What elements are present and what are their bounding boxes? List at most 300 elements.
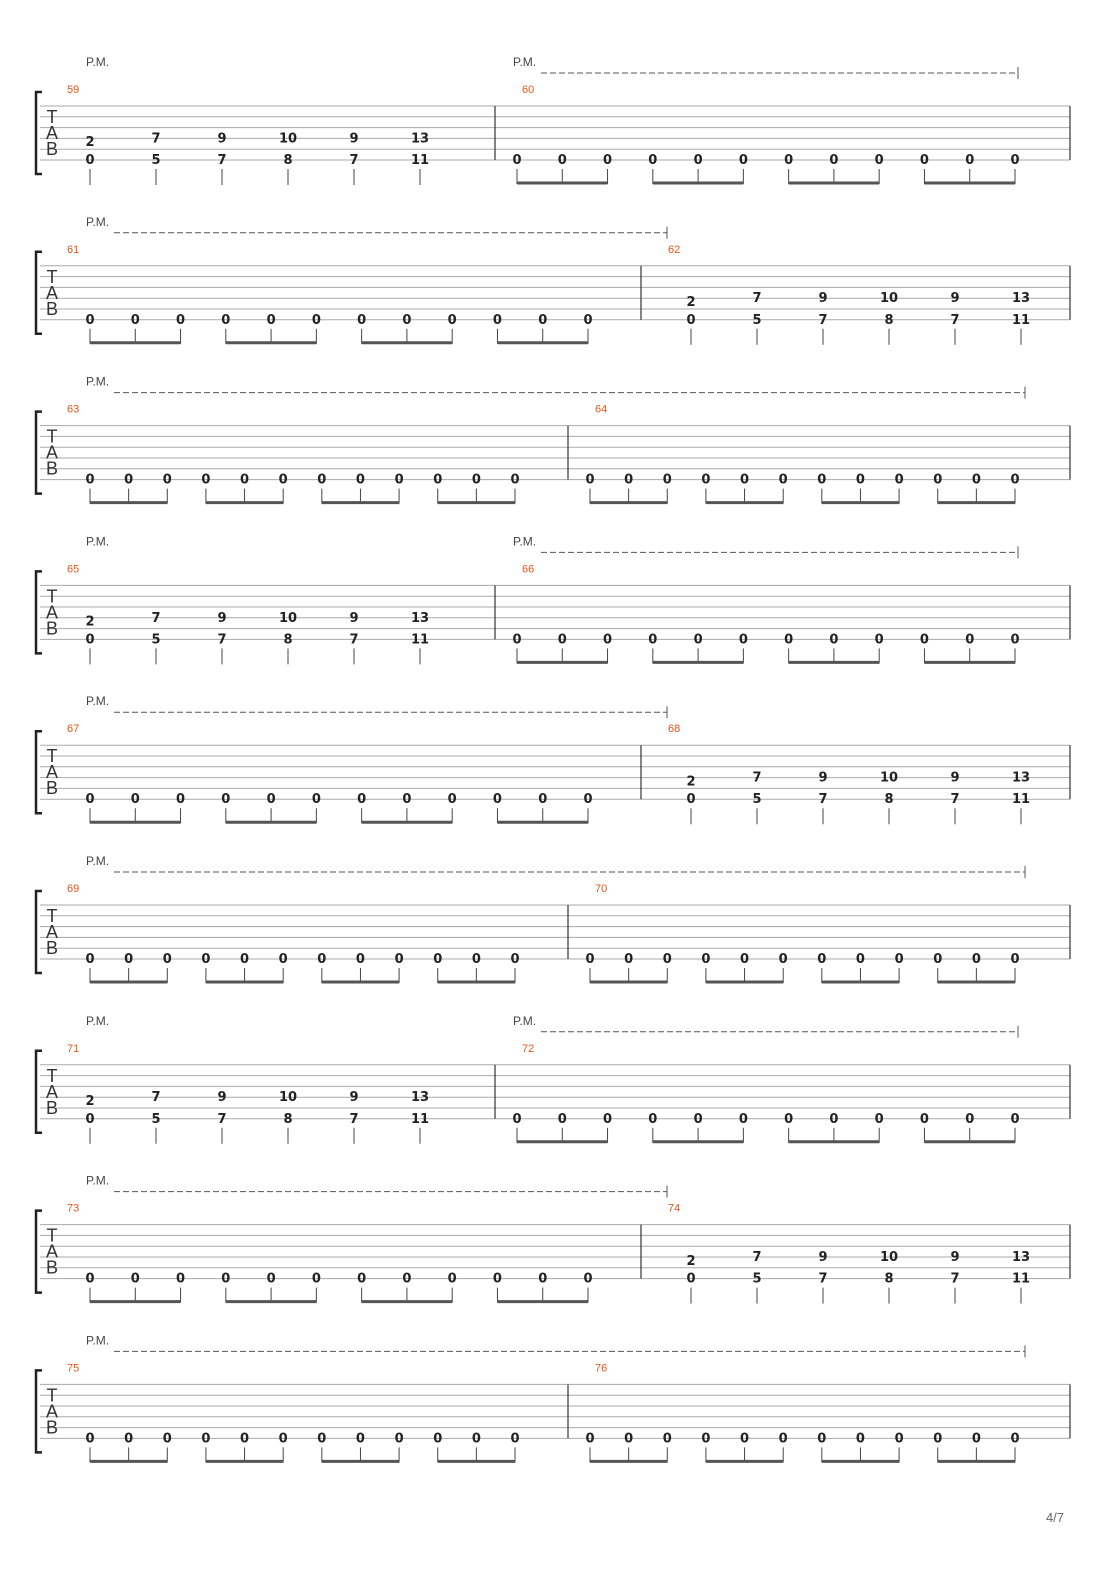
fret-number: 7 <box>950 792 960 808</box>
fret-number: 8 <box>283 632 293 648</box>
fret-number: 2 <box>85 135 95 151</box>
palm-mute-label: P.M. <box>86 694 110 709</box>
fret-number: 0 <box>433 1431 443 1447</box>
fret-number: 0 <box>240 952 250 967</box>
fret-number: 7 <box>752 1250 762 1265</box>
fret-number: 0 <box>471 952 481 967</box>
fret-number: 0 <box>221 1271 231 1287</box>
fret-number: 0 <box>1010 1111 1020 1127</box>
fret-number: 0 <box>317 952 327 967</box>
fret-number: 7 <box>217 1111 227 1127</box>
bar-number: 75 <box>67 1362 80 1375</box>
fret-number: 0 <box>538 312 548 328</box>
fret-number: 0 <box>130 312 140 328</box>
fret-number: 0 <box>933 472 943 488</box>
tab-system <box>36 1014 1070 1144</box>
fret-number: 8 <box>283 1111 293 1127</box>
fret-number: 13 <box>410 131 430 147</box>
tab-clef-letter: T <box>46 1065 58 1086</box>
fret-number: 7 <box>151 610 161 626</box>
fret-number: 0 <box>648 153 658 168</box>
measure <box>67 723 593 823</box>
fret-number: 13 <box>410 610 430 626</box>
fret-number: 8 <box>884 1271 894 1287</box>
tab-clef-letter: B <box>45 298 59 319</box>
fret-number: 0 <box>85 153 95 168</box>
fret-number: 0 <box>311 1271 321 1287</box>
tab-clef-letter: A <box>45 442 59 463</box>
fret-number: 7 <box>950 312 960 328</box>
fret-number: 0 <box>124 472 134 488</box>
fret-number: 0 <box>603 1111 613 1127</box>
fret-number: 9 <box>950 770 960 786</box>
fret-number: 0 <box>447 792 457 808</box>
fret-number: 0 <box>557 632 567 648</box>
fret-number: 10 <box>278 610 298 626</box>
system-bracket <box>36 92 42 174</box>
tab-clef-letter: T <box>46 266 58 287</box>
fret-number: 0 <box>817 472 827 488</box>
fret-number: 10 <box>879 291 899 307</box>
fret-number: 0 <box>624 952 634 967</box>
fret-number: 0 <box>357 312 367 328</box>
fret-number: 0 <box>471 1431 481 1447</box>
fret-number: 0 <box>85 1431 95 1447</box>
fret-number: 0 <box>512 153 522 168</box>
fret-number: 0 <box>557 153 567 168</box>
tab-clef-letter: B <box>45 778 59 799</box>
fret-number: 0 <box>162 952 172 967</box>
fret-number: 0 <box>201 472 211 488</box>
fret-number: 8 <box>884 312 894 328</box>
fret-number: 0 <box>85 792 95 808</box>
fret-number: 0 <box>240 472 250 488</box>
bar-number: 66 <box>522 563 535 576</box>
fret-number: 0 <box>933 1431 943 1447</box>
fret-number: 0 <box>492 312 502 328</box>
fret-number: 11 <box>410 632 430 648</box>
fret-number: 13 <box>410 1090 430 1106</box>
tab-clef-letter: A <box>45 282 59 303</box>
fret-number: 0 <box>686 1271 696 1287</box>
fret-number: 5 <box>151 1111 161 1127</box>
tab-clef-letter: T <box>46 107 58 127</box>
bar-number: 69 <box>67 883 80 895</box>
system-bracket <box>36 1051 42 1133</box>
fret-number: 0 <box>585 952 595 967</box>
fret-number: 0 <box>585 472 595 488</box>
fret-number: 0 <box>662 472 672 488</box>
measure <box>585 404 1019 504</box>
fret-number: 9 <box>349 1090 359 1106</box>
measure <box>67 404 520 504</box>
fret-number: 0 <box>266 1271 276 1287</box>
fret-number: 0 <box>512 632 522 648</box>
fret-number: 2 <box>686 1253 696 1269</box>
fret-number: 0 <box>965 632 975 648</box>
fret-number: 0 <box>778 472 788 488</box>
fret-number: 0 <box>278 1431 288 1447</box>
measure <box>67 1362 520 1462</box>
fret-number: 0 <box>965 1111 975 1127</box>
fret-number: 0 <box>85 952 95 967</box>
fret-number: 13 <box>1011 1250 1031 1265</box>
fret-number: 0 <box>402 792 412 808</box>
fret-number: 0 <box>176 792 186 808</box>
bar-number: 63 <box>67 403 80 416</box>
system-bracket <box>36 731 42 813</box>
fret-number: 0 <box>510 952 520 967</box>
fret-number: 0 <box>701 472 711 488</box>
fret-number: 0 <box>510 1431 520 1447</box>
fret-number: 0 <box>278 952 288 967</box>
fret-number: 0 <box>894 952 904 967</box>
fret-number: 0 <box>971 952 981 967</box>
fret-number: 10 <box>278 1090 298 1106</box>
measure <box>67 883 520 983</box>
fret-number: 0 <box>874 1111 884 1127</box>
fret-number: 9 <box>349 131 359 147</box>
bar-number: 62 <box>668 243 681 256</box>
page-number: 4/7 <box>1045 1510 1065 1525</box>
fret-number: 0 <box>1010 153 1020 168</box>
tab-clef-letter: A <box>45 762 59 783</box>
tab-clef-letter: A <box>45 1241 59 1262</box>
fret-number: 5 <box>151 153 161 168</box>
bar-number: 74 <box>668 1202 681 1215</box>
bar-number: 76 <box>595 1362 608 1375</box>
fret-number: 7 <box>349 632 359 648</box>
tab-system <box>36 694 1070 824</box>
palm-mute-label: P.M. <box>86 534 110 549</box>
fret-number: 0 <box>693 1111 703 1127</box>
fret-number: 0 <box>1010 632 1020 648</box>
fret-number: 7 <box>217 632 227 648</box>
system-bracket <box>36 891 42 973</box>
tab-clef-letter: A <box>45 602 59 623</box>
fret-number: 0 <box>894 1431 904 1447</box>
bar-number: 71 <box>67 1042 80 1055</box>
fret-number: 0 <box>740 952 750 967</box>
fret-number: 0 <box>784 632 794 648</box>
fret-number: 9 <box>217 1090 227 1106</box>
fret-number: 0 <box>176 312 186 328</box>
fret-number: 0 <box>266 312 276 328</box>
measure <box>512 563 1019 663</box>
fret-number: 0 <box>394 472 404 488</box>
fret-number: 9 <box>950 1250 960 1265</box>
fret-number: 0 <box>778 952 788 967</box>
fret-number: 0 <box>624 472 634 488</box>
fret-number: 0 <box>855 952 865 967</box>
fret-number: 9 <box>950 291 960 307</box>
fret-number: 0 <box>447 312 457 328</box>
fret-number: 10 <box>278 131 298 147</box>
fret-number: 10 <box>879 1250 899 1265</box>
fret-number: 0 <box>85 1271 95 1287</box>
fret-number: 7 <box>752 770 762 786</box>
fret-number: 0 <box>433 952 443 967</box>
tab-clef-letter: A <box>45 123 59 143</box>
tab-clef-letter: A <box>45 1401 59 1422</box>
palm-mute-label: P.M. <box>513 55 537 69</box>
fret-number: 5 <box>752 792 762 808</box>
fret-number: 0 <box>317 1431 327 1447</box>
fret-number: 0 <box>784 153 794 168</box>
fret-number: 5 <box>752 312 762 328</box>
fret-number: 0 <box>778 1431 788 1447</box>
fret-number: 0 <box>85 472 95 488</box>
measure <box>585 1362 1019 1462</box>
fret-number: 0 <box>538 792 548 808</box>
fret-number: 0 <box>965 153 975 168</box>
fret-number: 0 <box>583 1271 593 1287</box>
fret-number: 10 <box>879 770 899 786</box>
tab-system <box>36 1174 1070 1304</box>
fret-number: 0 <box>686 312 696 328</box>
fret-number: 0 <box>124 1431 134 1447</box>
fret-number: 0 <box>583 792 593 808</box>
fret-number: 0 <box>1010 952 1020 967</box>
system-bracket <box>36 1211 42 1293</box>
fret-number: 0 <box>738 632 748 648</box>
tab-clef-letter: B <box>45 618 59 639</box>
palm-mute-label: P.M. <box>86 1013 110 1028</box>
tab-clef-letter: T <box>46 1225 58 1246</box>
fret-number: 0 <box>85 312 95 328</box>
fret-number: 5 <box>151 632 161 648</box>
measure <box>512 84 1019 184</box>
fret-number: 0 <box>855 1431 865 1447</box>
fret-number: 0 <box>221 312 231 328</box>
fret-number: 0 <box>624 1431 634 1447</box>
fret-number: 0 <box>919 1111 929 1127</box>
fret-number: 0 <box>538 1271 548 1287</box>
fret-number: 9 <box>217 610 227 626</box>
fret-number: 0 <box>693 632 703 648</box>
fret-number: 5 <box>752 1271 762 1287</box>
fret-number: 0 <box>355 1431 365 1447</box>
fret-number: 0 <box>492 792 502 808</box>
fret-number: 7 <box>217 153 227 168</box>
fret-number: 9 <box>217 131 227 147</box>
fret-number: 0 <box>201 1431 211 1447</box>
fret-number: 8 <box>283 153 293 168</box>
fret-number: 7 <box>752 291 762 307</box>
measure <box>67 1203 593 1303</box>
bar-number: 72 <box>522 1042 535 1055</box>
fret-number: 9 <box>818 770 828 786</box>
fret-number: 11 <box>410 1111 430 1127</box>
fret-number: 0 <box>740 1431 750 1447</box>
fret-number: 11 <box>410 153 430 168</box>
fret-number: 0 <box>201 952 211 967</box>
fret-number: 0 <box>583 312 593 328</box>
fret-number: 0 <box>557 1111 567 1127</box>
fret-number: 0 <box>176 1271 186 1287</box>
fret-number: 9 <box>349 610 359 626</box>
fret-number: 0 <box>701 952 711 967</box>
palm-mute-label: P.M. <box>513 1013 537 1028</box>
fret-number: 0 <box>1010 1431 1020 1447</box>
bar-number: 64 <box>595 403 608 416</box>
fret-number: 7 <box>151 1090 161 1106</box>
fret-number: 11 <box>1011 312 1031 328</box>
fret-number: 0 <box>447 1271 457 1287</box>
system-bracket <box>36 571 42 653</box>
tab-clef-letter: T <box>46 906 58 926</box>
measure <box>668 244 1030 345</box>
fret-number: 0 <box>933 952 943 967</box>
fret-number: 0 <box>817 952 827 967</box>
fret-number: 2 <box>85 1094 95 1109</box>
tab-system <box>36 1333 1070 1462</box>
fret-number: 0 <box>130 792 140 808</box>
fret-number: 0 <box>662 1431 672 1447</box>
fret-number: 7 <box>349 1111 359 1127</box>
fret-number: 7 <box>349 153 359 168</box>
measure <box>585 883 1019 983</box>
fret-number: 0 <box>829 632 839 648</box>
tab-clef-letter: A <box>45 922 59 942</box>
fret-number: 0 <box>648 1111 658 1127</box>
fret-number: 7 <box>950 1271 960 1287</box>
fret-number: 0 <box>874 632 884 648</box>
fret-number: 0 <box>357 1271 367 1287</box>
palm-mute-label: P.M. <box>86 55 110 69</box>
fret-number: 0 <box>919 632 929 648</box>
palm-mute-label: P.M. <box>86 214 110 229</box>
fret-number: 0 <box>124 952 134 967</box>
fret-number: 0 <box>492 1271 502 1287</box>
fret-number: 0 <box>278 472 288 488</box>
tab-clef-letter: T <box>46 746 58 767</box>
fret-number: 0 <box>221 792 231 808</box>
fret-number: 0 <box>693 153 703 168</box>
tab-clef-letter: B <box>45 1257 59 1278</box>
fret-number: 9 <box>818 291 828 307</box>
tab-system <box>36 215 1070 345</box>
fret-number: 0 <box>701 1431 711 1447</box>
fret-number: 0 <box>317 472 327 488</box>
bar-number: 61 <box>67 243 80 256</box>
fret-number: 0 <box>855 472 865 488</box>
fret-number: 0 <box>686 792 696 808</box>
fret-number: 2 <box>686 295 696 310</box>
fret-number: 0 <box>1010 472 1020 488</box>
fret-number: 0 <box>471 472 481 488</box>
measure <box>67 1043 429 1144</box>
fret-number: 0 <box>874 153 884 168</box>
palm-mute-label: P.M. <box>86 374 110 389</box>
fret-number: 0 <box>355 952 365 967</box>
tab-clef-letter: T <box>46 586 58 607</box>
tab-clef-letter: B <box>45 938 59 958</box>
bar-number: 59 <box>67 84 80 96</box>
tab-system <box>36 534 1070 664</box>
fret-number: 2 <box>686 774 696 790</box>
bar-number: 68 <box>668 723 681 736</box>
fret-number: 0 <box>603 153 613 168</box>
measure <box>668 723 1030 824</box>
bar-number: 67 <box>67 723 80 736</box>
fret-number: 0 <box>648 632 658 648</box>
palm-mute-label: P.M. <box>513 534 537 549</box>
fret-number: 0 <box>971 1431 981 1447</box>
fret-number: 0 <box>738 1111 748 1127</box>
bar-number: 73 <box>67 1202 80 1215</box>
fret-number: 0 <box>740 472 750 488</box>
palm-mute-label: P.M. <box>86 1173 110 1188</box>
palm-mute-label: P.M. <box>86 854 110 868</box>
system-bracket <box>36 412 42 494</box>
fret-number: 0 <box>662 952 672 967</box>
fret-number: 0 <box>512 1111 522 1127</box>
fret-number: 0 <box>585 1431 595 1447</box>
measure <box>67 244 593 344</box>
measure <box>67 563 429 664</box>
fret-number: 0 <box>357 792 367 808</box>
tab-clef-letter: A <box>45 1081 59 1102</box>
fret-number: 0 <box>394 952 404 967</box>
measure <box>668 1203 1030 1304</box>
tab-system <box>36 55 1070 185</box>
fret-number: 0 <box>829 153 839 168</box>
fret-number: 7 <box>151 131 161 147</box>
tab-system <box>36 375 1070 504</box>
tab-system <box>36 854 1070 983</box>
tab-clef-letter: T <box>46 426 58 447</box>
fret-number: 13 <box>1011 770 1031 786</box>
fret-number: 7 <box>818 792 828 808</box>
fret-number: 0 <box>311 312 321 328</box>
fret-number: 0 <box>919 153 929 168</box>
fret-number: 0 <box>738 153 748 168</box>
fret-number: 0 <box>402 312 412 328</box>
fret-number: 0 <box>817 1431 827 1447</box>
palm-mute-label: P.M. <box>86 1333 110 1348</box>
fret-number: 0 <box>971 472 981 488</box>
tab-clef-letter: B <box>45 139 59 159</box>
fret-number: 0 <box>85 632 95 648</box>
fret-number: 2 <box>85 614 95 630</box>
fret-number: 0 <box>311 792 321 808</box>
system-bracket <box>36 252 42 334</box>
fret-number: 0 <box>829 1111 839 1127</box>
fret-number: 0 <box>240 1431 250 1447</box>
fret-number: 7 <box>818 312 828 328</box>
fret-number: 0 <box>394 1431 404 1447</box>
fret-number: 0 <box>162 472 172 488</box>
fret-number: 13 <box>1011 291 1031 307</box>
tab-clef-letter: B <box>45 1417 59 1438</box>
system-bracket <box>36 1370 42 1452</box>
measure <box>67 84 429 185</box>
fret-number: 9 <box>818 1250 828 1265</box>
fret-number: 7 <box>818 1271 828 1287</box>
fret-number: 8 <box>884 792 894 808</box>
fret-number: 0 <box>510 472 520 488</box>
fret-number: 11 <box>1011 792 1031 808</box>
fret-number: 0 <box>266 792 276 808</box>
fret-number: 0 <box>433 472 443 488</box>
fret-number: 0 <box>355 472 365 488</box>
fret-number: 0 <box>603 632 613 648</box>
fret-number: 0 <box>402 1271 412 1287</box>
fret-number: 0 <box>162 1431 172 1447</box>
tab-clef-letter: T <box>46 1385 58 1406</box>
fret-number: 0 <box>894 472 904 488</box>
